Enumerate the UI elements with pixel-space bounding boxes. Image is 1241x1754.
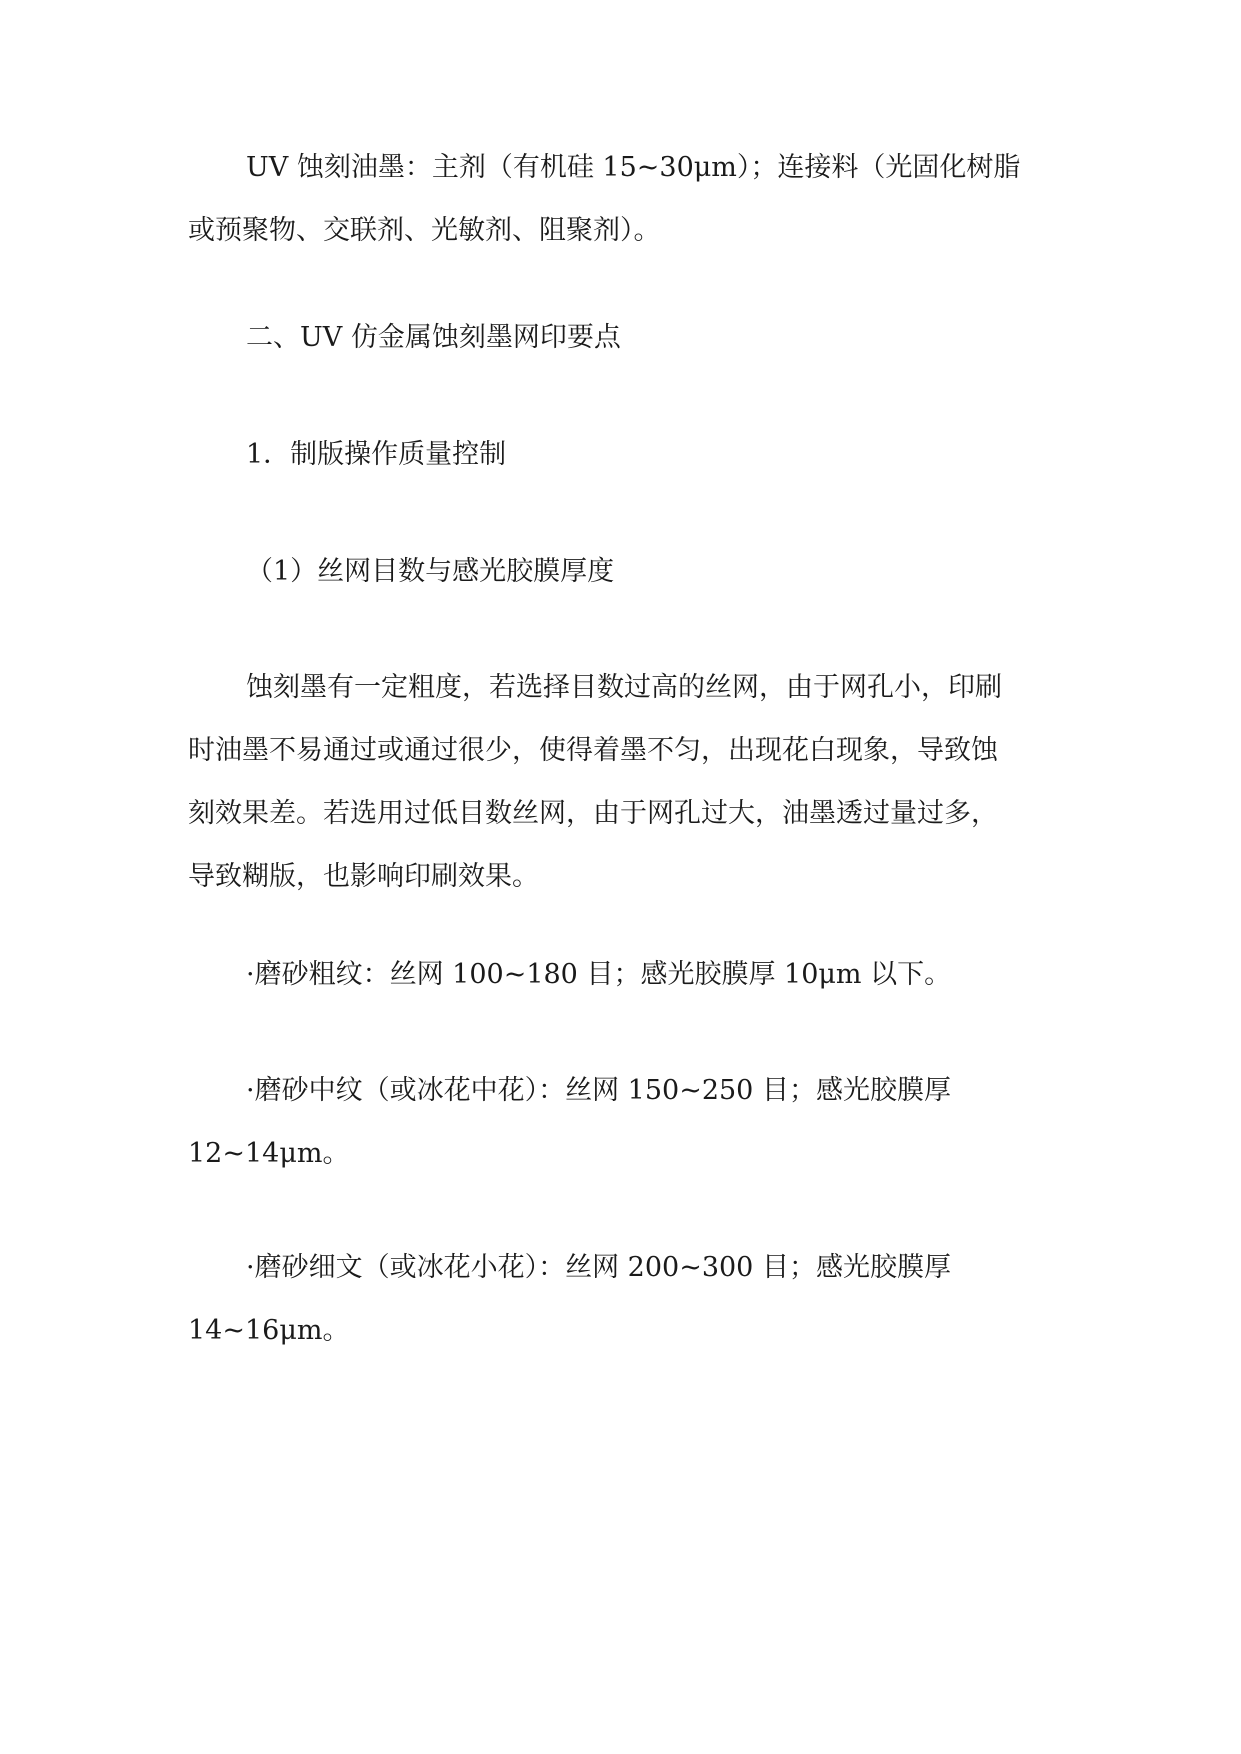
text-line: UV 蚀刻油墨：主剂（有机硅 15~30μm）；连接料（光固化树脂	[246, 152, 1021, 183]
bullet-medium-texture	[188, 1059, 1054, 1185]
text-line: 二、UV 仿金属蚀刻墨网印要点	[246, 322, 621, 353]
subsection-heading	[188, 423, 1054, 486]
text-line: 1．制版操作质量控制	[246, 439, 507, 470]
text-line: 或预聚物、交联剂、光敏剂、阻聚剂）。	[188, 215, 661, 246]
section-heading	[188, 306, 1054, 369]
bullet-coarse-texture	[188, 943, 1054, 1006]
text-line: 14~16μm。	[188, 1315, 350, 1346]
text-line: 刻效果差。若选用过低目数丝网，由于网孔过大，油墨透过量过多，	[188, 798, 998, 829]
sub-subsection-heading	[188, 540, 1054, 603]
paragraph-ink-composition	[188, 136, 1054, 262]
bullet-fine-texture	[188, 1236, 1054, 1362]
text-line: （1）丝网目数与感光胶膜厚度	[246, 556, 615, 587]
paragraph-mesh-explanation	[188, 656, 1054, 908]
text-line: 时油墨不易通过或通过很少，使得着墨不匀，出现花白现象，导致蚀	[188, 735, 998, 766]
text-line: 蚀刻墨有一定粗度，若选择目数过高的丝网，由于网孔小，印刷	[246, 672, 1002, 703]
text-line: 12~14μm。	[188, 1138, 350, 1169]
text-line: ·磨砂中纹（或冰花中花）：丝网 150~250 目；感光胶膜厚	[246, 1075, 951, 1106]
text-line: 导致糊版，也影响印刷效果。	[188, 861, 539, 892]
text-line: ·磨砂细文（或冰花小花）：丝网 200~300 目；感光胶膜厚	[246, 1252, 951, 1283]
text-line: ·磨砂粗纹：丝网 100~180 目；感光胶膜厚 10μm 以下。	[246, 959, 952, 990]
